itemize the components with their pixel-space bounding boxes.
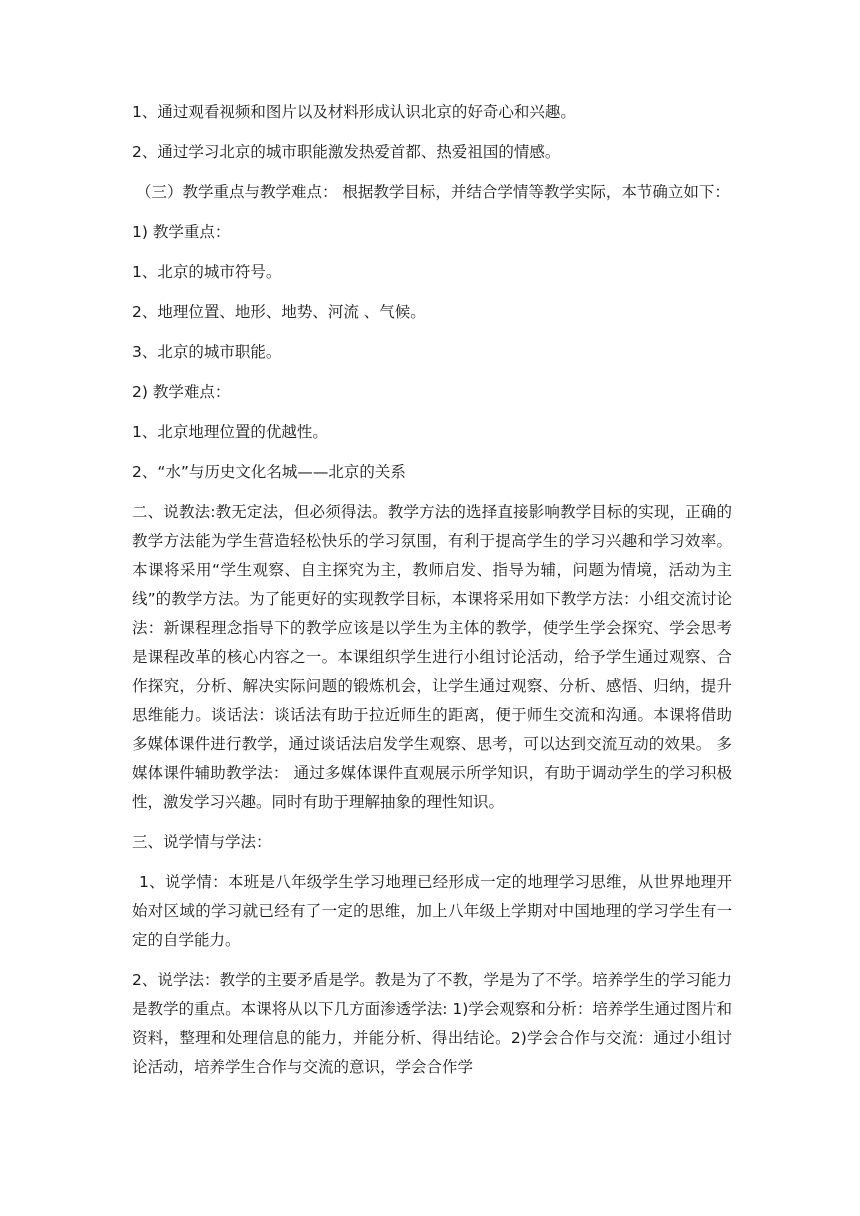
paragraph-teaching-methods: 二、说教法:教无定法，但必须得法。教学方法的选择直接影响教学目标的实现，正确的教学方法能为学生营造轻松快乐的学习氛围，有利于提高学生的学习兴趣和学习效率。本课将采用“学生观察、自主探究为主，教师启发、指导为辅，问题为情境，活动为主线”的教学方法。为了能更好的实现教学目标，本课将采用如下教学方法：小组交流讨论法：新课程理念指导下的教学应该是以学生为主体的教学，使学生学会探究、学会思考是课程改革的核心内容之一。本课组织学生进行小组讨论活动，给予学生通过观察、合作探究，分析、解决实际问题的锻炼机会，让学生通过观察、分析、感悟、归纳，提升思维能力。谈话法：谈话法有助于拉近师生的距离，便于师生交流和沟通。本课将借助多媒体课件进行教学，通过谈话法启发学生观察、思考，可以达到交流互动的效果。 多媒体课件辅助教学法： 通过多媒体课件直观展示所学知识，有助于调动学生的学习积极性，激发学习兴趣。同时有助于理解抽象的理性知识。 (132, 503, 732, 811)
paragraph-key-point-2: 2、地理位置、地形、地势、河流 、气候。 (132, 303, 426, 321)
paragraph-goal-2: 2、通过学习北京的城市职能激发热爱首都、热爱祖国的情感。 (132, 143, 561, 161)
paragraph-difficulty-1: 1、北京地理位置的优越性。 (132, 423, 328, 441)
paragraph-difficulty-2: 2、“水”与历史文化名城——北京的关系 (132, 463, 406, 481)
paragraph-key-point-3: 3、北京的城市职能。 (132, 343, 282, 361)
paragraph-difficulties-heading: 2) 教学难点： (132, 383, 231, 401)
paragraph-student-analysis: 1、说学情：本班是八年级学生学习地理已经形成一定的地理学习思维，从世界地理开始对区域的学习就已经有了一定的思维，加上八年级上学期对中国地理的学习学生有一定的自学能力。 (132, 873, 732, 949)
paragraph-section-learning: 三、说学情与学法： (132, 833, 272, 851)
paragraph-section-key-points: （三）教学重点与教学难点： 根据教学目标，并结合学情等教学实际，本节确立如下： (136, 183, 730, 201)
paragraph-learning-methods: 2、说学法：教学的主要矛盾是学。教是为了不教，学是为了不学。培养学生的学习能力是教学的重点。本课将从以下几方面渗透学法: 1)学会观察和分析：培养学生通过图片和资料，整理和处理信息的能力，并能分析、得出结论。2)学会合作与交流：通过小组讨论活动，培养学生合作与交流的意识，学会合作学 (132, 971, 732, 1076)
paragraph-key-point-1: 1、北京的城市符号。 (132, 263, 282, 281)
paragraph-goal-1: 1、通过观看视频和图片以及材料形成认识北京的好奇心和兴趣。 (132, 103, 576, 121)
document-body (132, 98, 732, 1093)
paragraph-key-points-heading: 1) 教学重点： (132, 223, 231, 241)
